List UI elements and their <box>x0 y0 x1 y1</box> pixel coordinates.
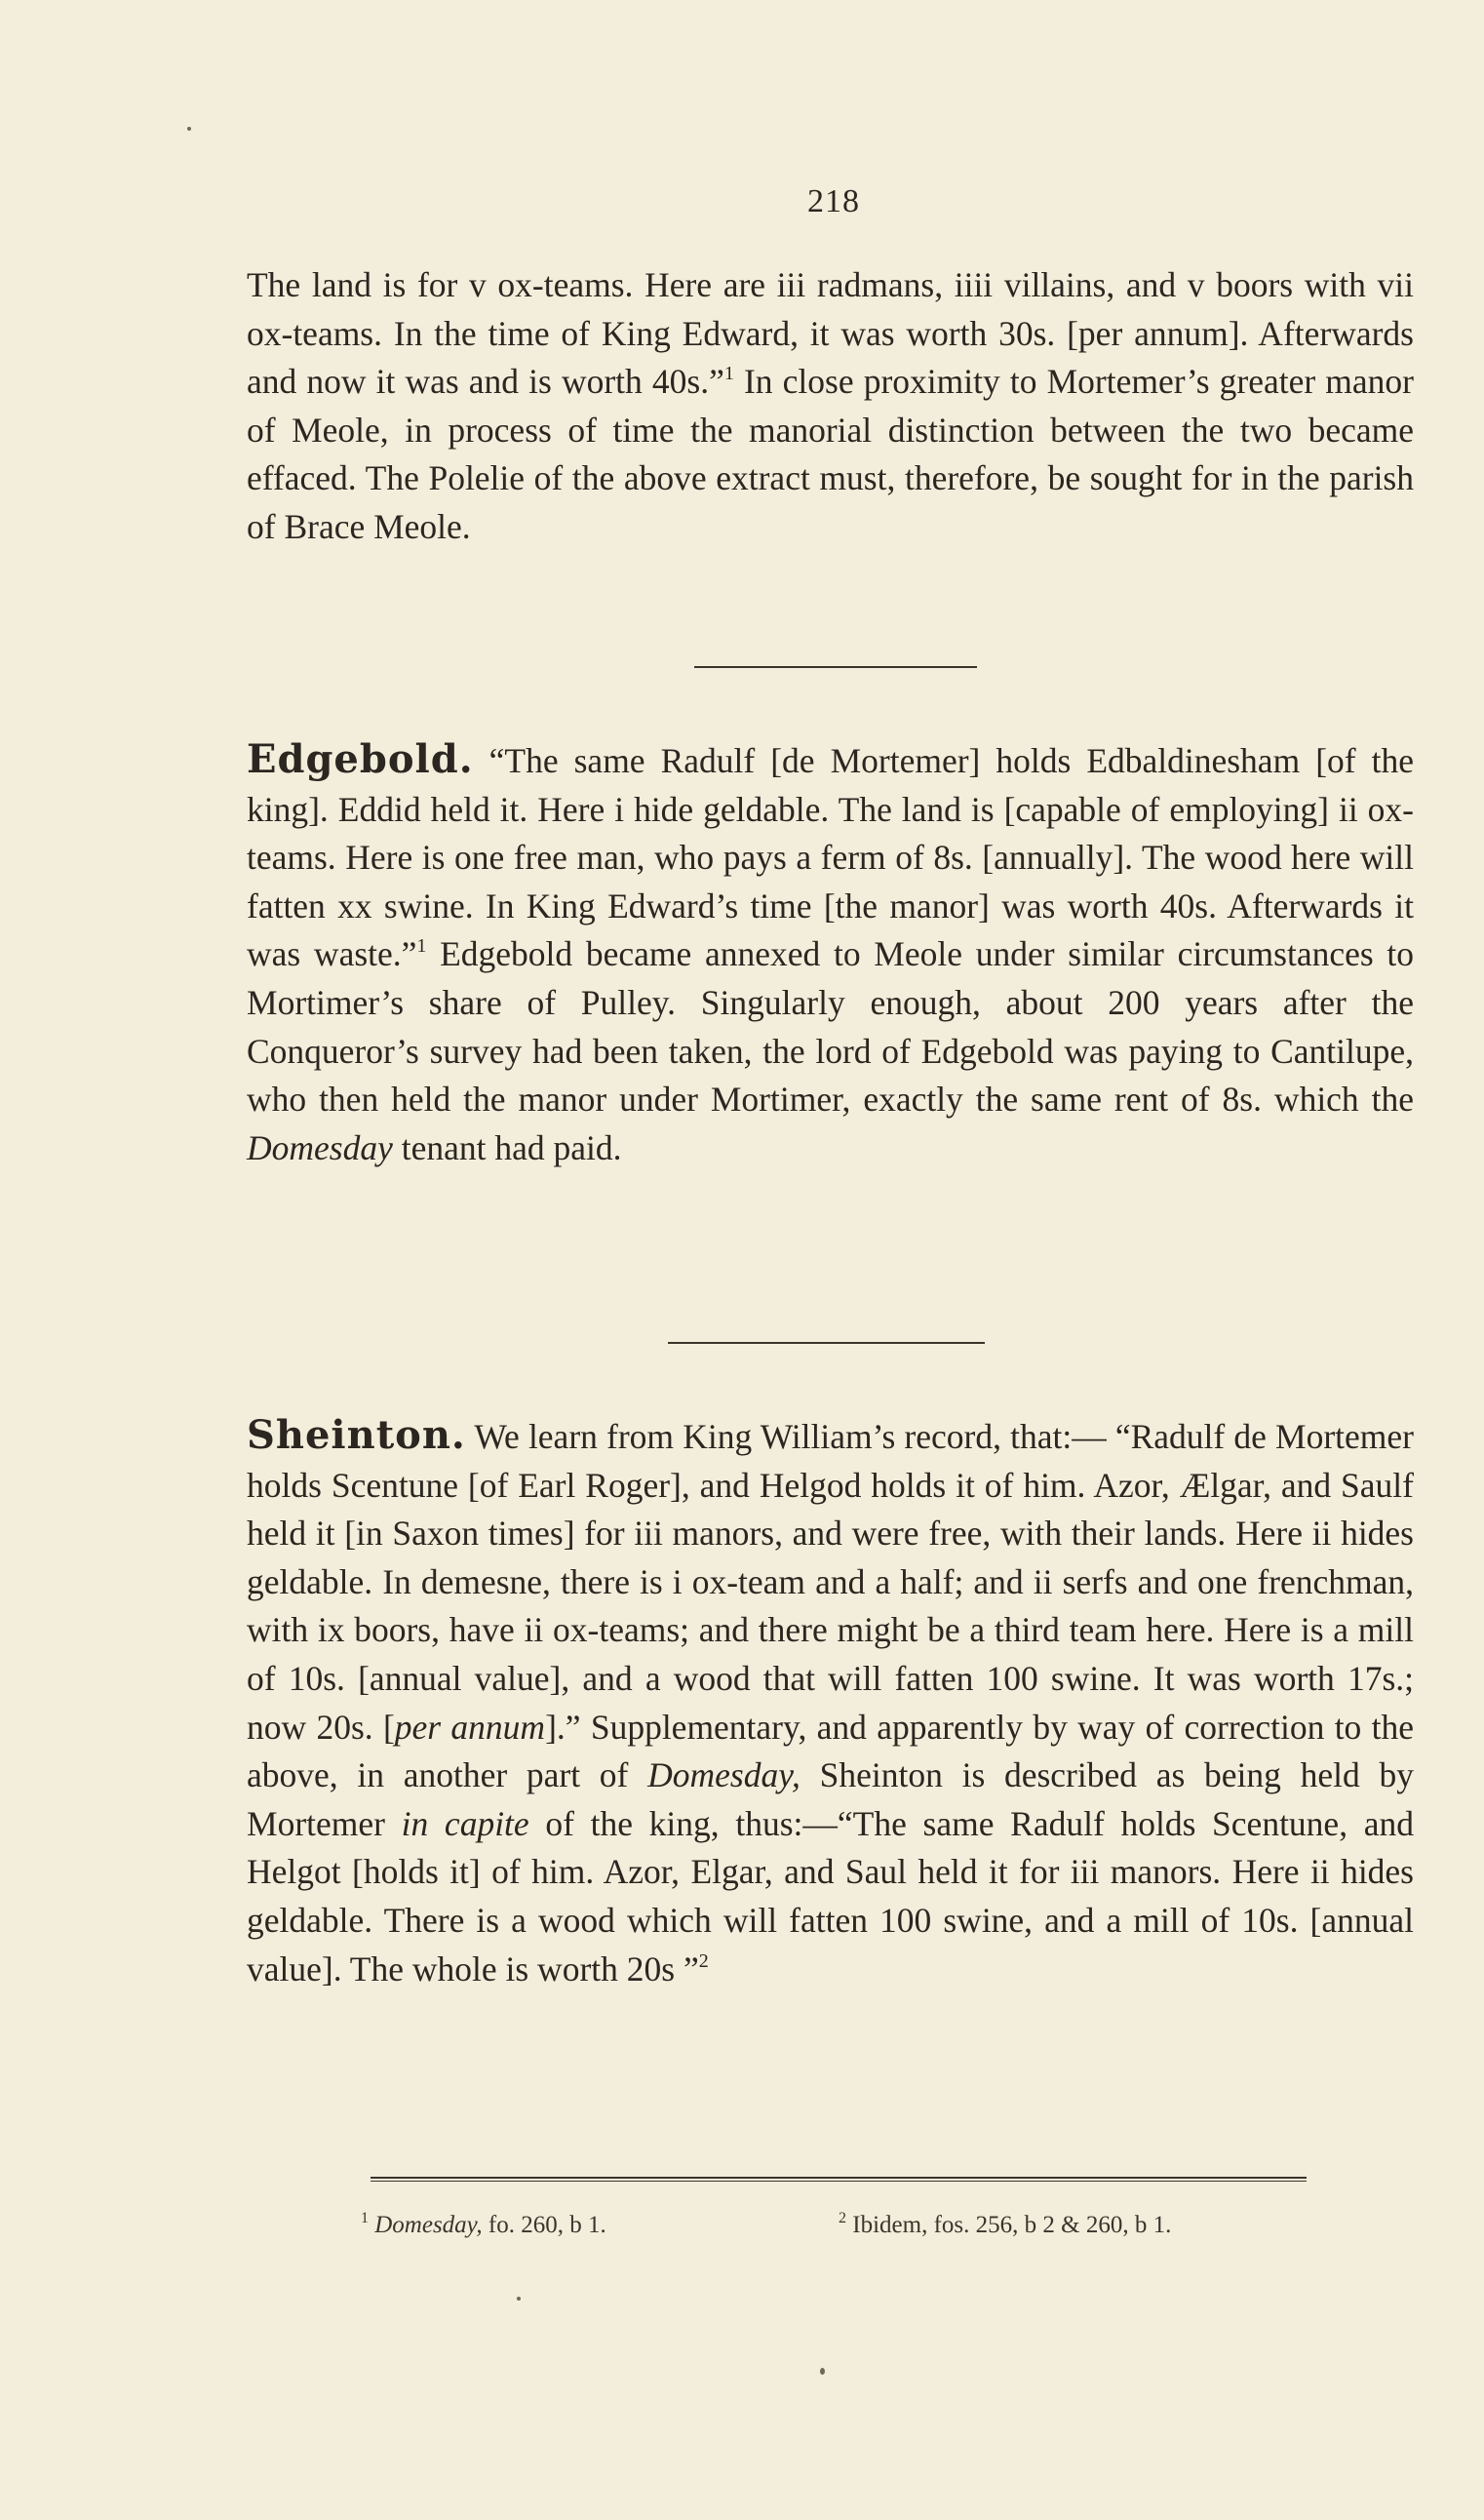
footnote-2: $^2$ Ibidem, fos. 256, b 2 & 260, b 1. <box>839 2210 1172 2238</box>
section-divider <box>694 666 977 668</box>
footnote-reference: 2 <box>698 1949 709 1972</box>
section-sheinton <box>247 1411 1414 1993</box>
section-heading-sheinton: Sheinton. <box>247 1412 466 1458</box>
paragraph-text: Edgebold. “The same Radulf [de Mortemer] holds Edbaldinesham [of the king]. Eddid held it. Here i hide geldable. The land is [capable of employing] ii ox-teams. Here is one free man, who pays a ferm of 8s. [annually]. The wood here will fatten xx swine. In King Edward’s time [the manor] was worth 40s. Afterwards it was waste.”$^1$ Edgebold became annexed to Meole under similar circumstances to Mortimer’s share of Pulley. Singularly enough, about 200 years after the Conqueror’s survey had been taken, the lord of Edgebold was paying to Cantilupe, who then held the manor under Mortimer, exactly the same rent of 8s. which the Domesday tenant had paid. <box>247 736 1414 1167</box>
section-divider <box>668 1342 985 1344</box>
paper-speck <box>517 2297 521 2301</box>
footnote-1: $^1$ Domesday, fo. 260, b 1. <box>361 2210 606 2238</box>
section-edgebold <box>247 735 1414 1172</box>
footnote-divider <box>371 2177 1307 2182</box>
paragraph-text: The land is for v ox-teams. Here are iii radmans, iiii villains, and v boors with vii ox-teams. In the time of King Edward, it was worth 30s. [per annum]. Afterwards and now it was and is worth 40s.”$^1$ In close proximity to Mortemer’s greater manor of Meole, in process of time the manorial distinction between the two became effaced. The Polelie of the above extract must, therefore, be sought for in the parish of Brace Meole. <box>247 265 1414 546</box>
paragraph-text: Sheinton. We learn from King William’s record, that:— “Radulf de Mortemer holds Scentune [of Earl Roger], and Helgod holds it of him. Azor, Ælgar, and Saulf held it [in Saxon times] for iii manors, and were free, with their lands. Here ii hides geldable. In demesne, there is i ox-team and a half; and ii serfs and one frenchman, with ix boors, have ii ox-teams; and there might be a third team here. Here is a mill of 10s. [annual value], and a wood that will fatten 100 swine. It was worth 17s.; now 20s. [per annum].” Supplementary, and apparently by way of correction to the above, in another part of Domesday, Sheinton is described as being held by Mortemer in capite of the king, thus:—“The same Radulf holds Scentune, and Helgot [holds it] of him. Azor, Elgar, and Saul held it for iii manors. Here ii hides geldable. There is a wood which will fatten 100 swine, and a mill of 10s. [annual value]. The whole is worth 20s ”$^2$ <box>247 1412 1415 1988</box>
footnote-reference: 1 <box>416 935 427 958</box>
paragraph-continuation <box>247 261 1414 552</box>
page-number: 218 <box>807 183 860 219</box>
paper-speck <box>187 127 191 131</box>
footnote-reference: 1 <box>723 363 734 385</box>
paper-speck <box>820 2368 825 2375</box>
section-heading-edgebold: Edgebold. <box>247 736 474 782</box>
